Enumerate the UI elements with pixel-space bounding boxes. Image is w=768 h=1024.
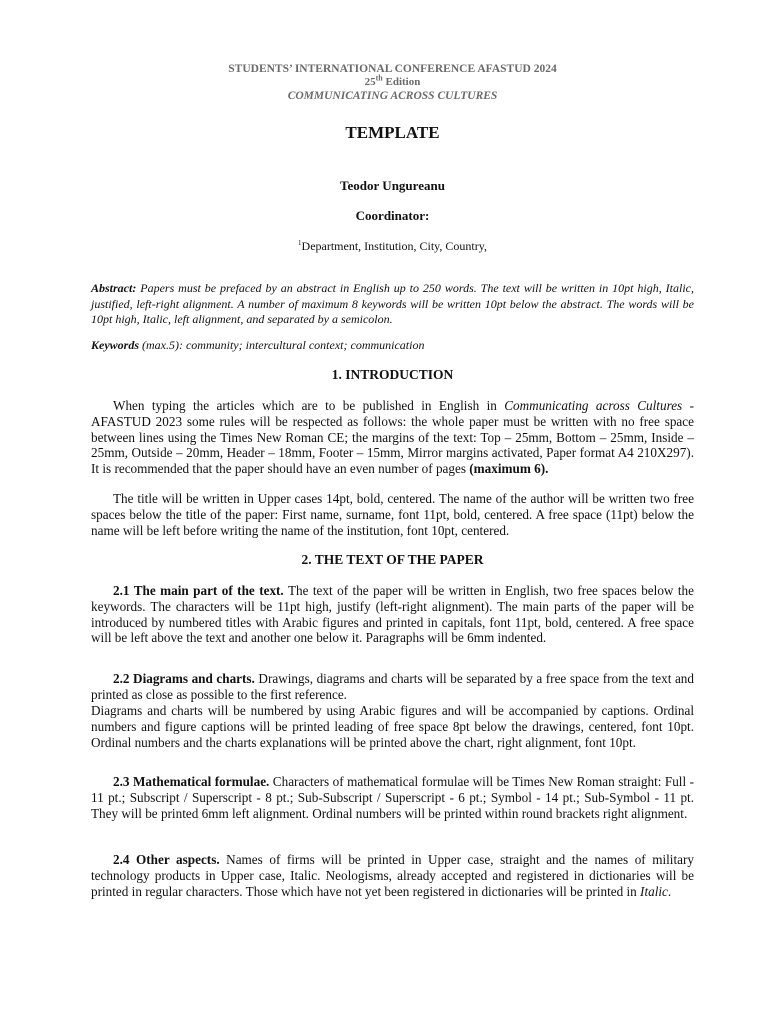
subsection-2-1 bbox=[91, 583, 694, 646]
edition-number: 25 bbox=[364, 76, 376, 88]
subsection-2-4-end: . bbox=[667, 883, 672, 899]
keywords bbox=[91, 338, 694, 354]
subsection-2-3 bbox=[91, 774, 694, 821]
affiliation-superscript: 1 bbox=[298, 239, 302, 247]
conference-name: STUDENTS’ INTERNATIONAL CONFERENCE AFASTUD 2024 bbox=[228, 63, 557, 75]
subsection-2-4-title: 2.4 Other aspects. bbox=[113, 852, 220, 867]
edition-word: Edition bbox=[382, 76, 421, 88]
max-pages-note: (maximum 6). bbox=[469, 461, 549, 477]
abstract bbox=[91, 281, 694, 328]
subsection-2-2-paragraph-2: Diagrams and charts will be numbered by using Arabic figures and will be accompanied by captions. Ordinal numbers and figure captions will be printed leading of free space 8pt below the drawings, centered, font 10pt. Ordinal numbers and the charts explanations will be printed above the chart, right alignment, font 10pt. bbox=[91, 703, 694, 750]
intro-paragraph-1 bbox=[91, 398, 694, 477]
keywords-label: Keywords bbox=[91, 338, 139, 352]
author-name: Teodor Ungureanu bbox=[340, 178, 445, 193]
keywords-text: (max.5): community; intercultural context; communication bbox=[139, 338, 425, 352]
subsection-2-3-title: 2.3 Mathematical formulae. bbox=[113, 774, 270, 789]
subsection-2-2-title: 2.2 Diagrams and charts. bbox=[113, 671, 255, 686]
subsection-2-3-text: Characters of mathematical formulae will be Times New Roman straight: Full - 11 pt.; Subscript / Superscript - 8 pt.; Sub-Subscript / Superscript - 6 pt.; Symbol - 14 pt.; Sub-Symbol - 11 pt. They will be printed 6mm left alignment. Ordinal numbers will be printed within round brackets right alignment. bbox=[91, 774, 694, 821]
affiliation-text: Department, Institution, City, Country, bbox=[301, 239, 487, 253]
paper-title: TEMPLATE bbox=[345, 123, 440, 142]
subsection-2-2 bbox=[91, 671, 694, 703]
subsection-2-1-text: The text of the paper will be written in English, two free spaces below the keywords. The characters will be 11pt high, justify (left-right alignment). The main parts of the paper will be introduced by numbered titles with Arabic figures and printed in capitals, font 11pt, bold, centered. A free space will be left above the text and another one below it. Paragraphs will be 6mm indented. bbox=[91, 583, 694, 646]
coordinator-label: Coordinator: bbox=[355, 208, 430, 223]
subsection-2-4 bbox=[91, 852, 694, 899]
intro-p1-text-b: - AFASTUD 2023 some rules will be respected as follows: the whole paper must be written with no free space between lines using the Times New Roman CE; the margins of the text: Top – 25mm, Bottom – 25mm, Inside – 25mm, Outside – 20mm, Header – 18mm, Footer – 15mm, Mirror margins activated, Paper format A4 210X297). It is recommended that the paper should have an even number of pages bbox=[91, 398, 694, 477]
subsection-2-1-title: 2.1 The main part of the text. bbox=[113, 583, 284, 598]
conference-edition bbox=[91, 75, 694, 90]
conference-theme: COMMUNICATING ACROSS CULTURES bbox=[287, 90, 498, 102]
subsection-2-2-text: Drawings, diagrams and charts will be separated by a free space from the text and printed as close as possible to the first reference. bbox=[91, 671, 694, 702]
journal-name: Communicating across Cultures bbox=[504, 398, 683, 413]
italic-word: Italic bbox=[640, 883, 668, 899]
intro-p1-text-a: When typing the articles which are to be published in English in bbox=[113, 398, 505, 413]
intro-paragraph-2: The title will be written in Upper cases 14pt, bold, centered. The name of the author will be written two free spaces below the title of the paper: First name, surname, font 11pt, bold, centered. A free space (11pt) below the name will be left before writing the name of the institution, font 10pt, centered. bbox=[91, 491, 694, 538]
affiliation bbox=[91, 239, 694, 254]
section-heading-introduction: 1. INTRODUCTION bbox=[331, 367, 454, 382]
abstract-label: Abstract: bbox=[91, 281, 137, 295]
document-page bbox=[91, 0, 694, 1024]
subsection-2-4-text: Names of firms will be printed in Upper case, straight and the names of military technology products in Upper case, Italic. Neologisms, already accepted and registered in dictionaries will be printed in regular characters. Those which have not yet been registered in dictionaries will be printed in bbox=[91, 852, 694, 899]
abstract-text: Papers must be prefaced by an abstract in English up to 250 words. The text will be written in 10pt high, Italic, justified, left-right alignment. A number of maximum 8 keywords will be written 10pt below the abstract. The words will be 10pt high, Italic, left alignment, and separated by a semicolon. bbox=[91, 281, 694, 326]
section-heading-text-of-paper: 2. THE TEXT OF THE PAPER bbox=[301, 552, 484, 567]
edition-superscript: th bbox=[375, 73, 383, 83]
